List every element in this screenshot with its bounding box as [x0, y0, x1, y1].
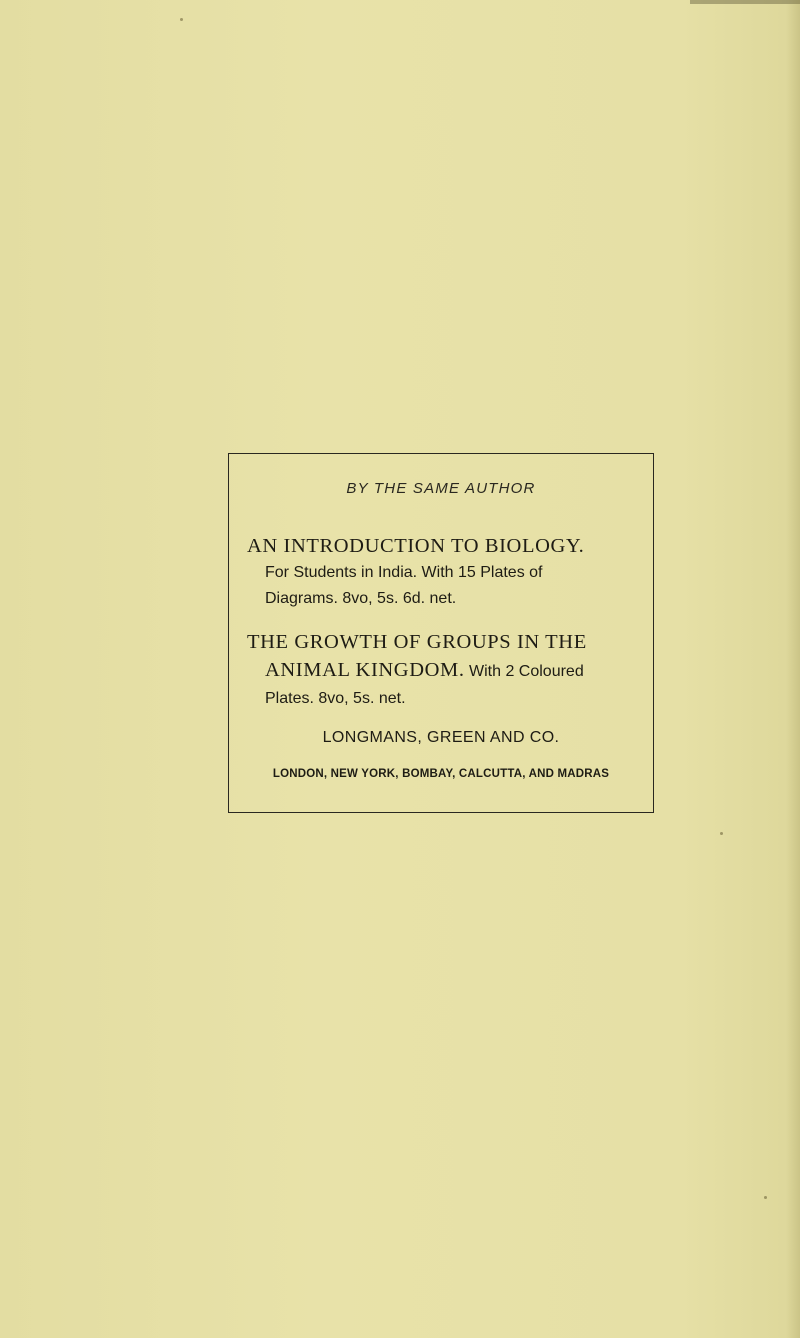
- paper-speck: [180, 18, 183, 21]
- book-entry-introduction-to-biology: [247, 532, 639, 612]
- book-title-continued: [265, 656, 639, 686]
- page-right-edge: [786, 0, 800, 1338]
- publisher-cities: LONDON, NEW YORK, BOMBAY, CALCUTTA, AND MADRAS: [272, 768, 610, 780]
- book-title: ANIMAL KINGDOM.: [265, 659, 465, 681]
- box-heading: BY THE SAME AUTHOR: [346, 480, 536, 497]
- publisher-name: LONGMANS, GREEN AND CO.: [322, 729, 560, 746]
- book-title: AN INTRODUCTION TO BIOLOGY.: [247, 535, 585, 557]
- paper-speck: [764, 1196, 767, 1199]
- book-description: For Students in India. With 15 Plates of: [265, 564, 543, 581]
- book-description: Plates. 8vo, 5s. net.: [265, 690, 406, 707]
- advertisement-box: [228, 453, 654, 813]
- book-description: With 2 Coloured: [464, 663, 584, 680]
- book-entry-growth-of-groups: [247, 628, 639, 712]
- page-top-edge: [690, 0, 800, 4]
- book-description: Diagrams. 8vo, 5s. 6d. net.: [265, 590, 457, 607]
- book-title: THE GROWTH OF GROUPS IN THE: [247, 631, 587, 653]
- paper-speck: [720, 832, 723, 835]
